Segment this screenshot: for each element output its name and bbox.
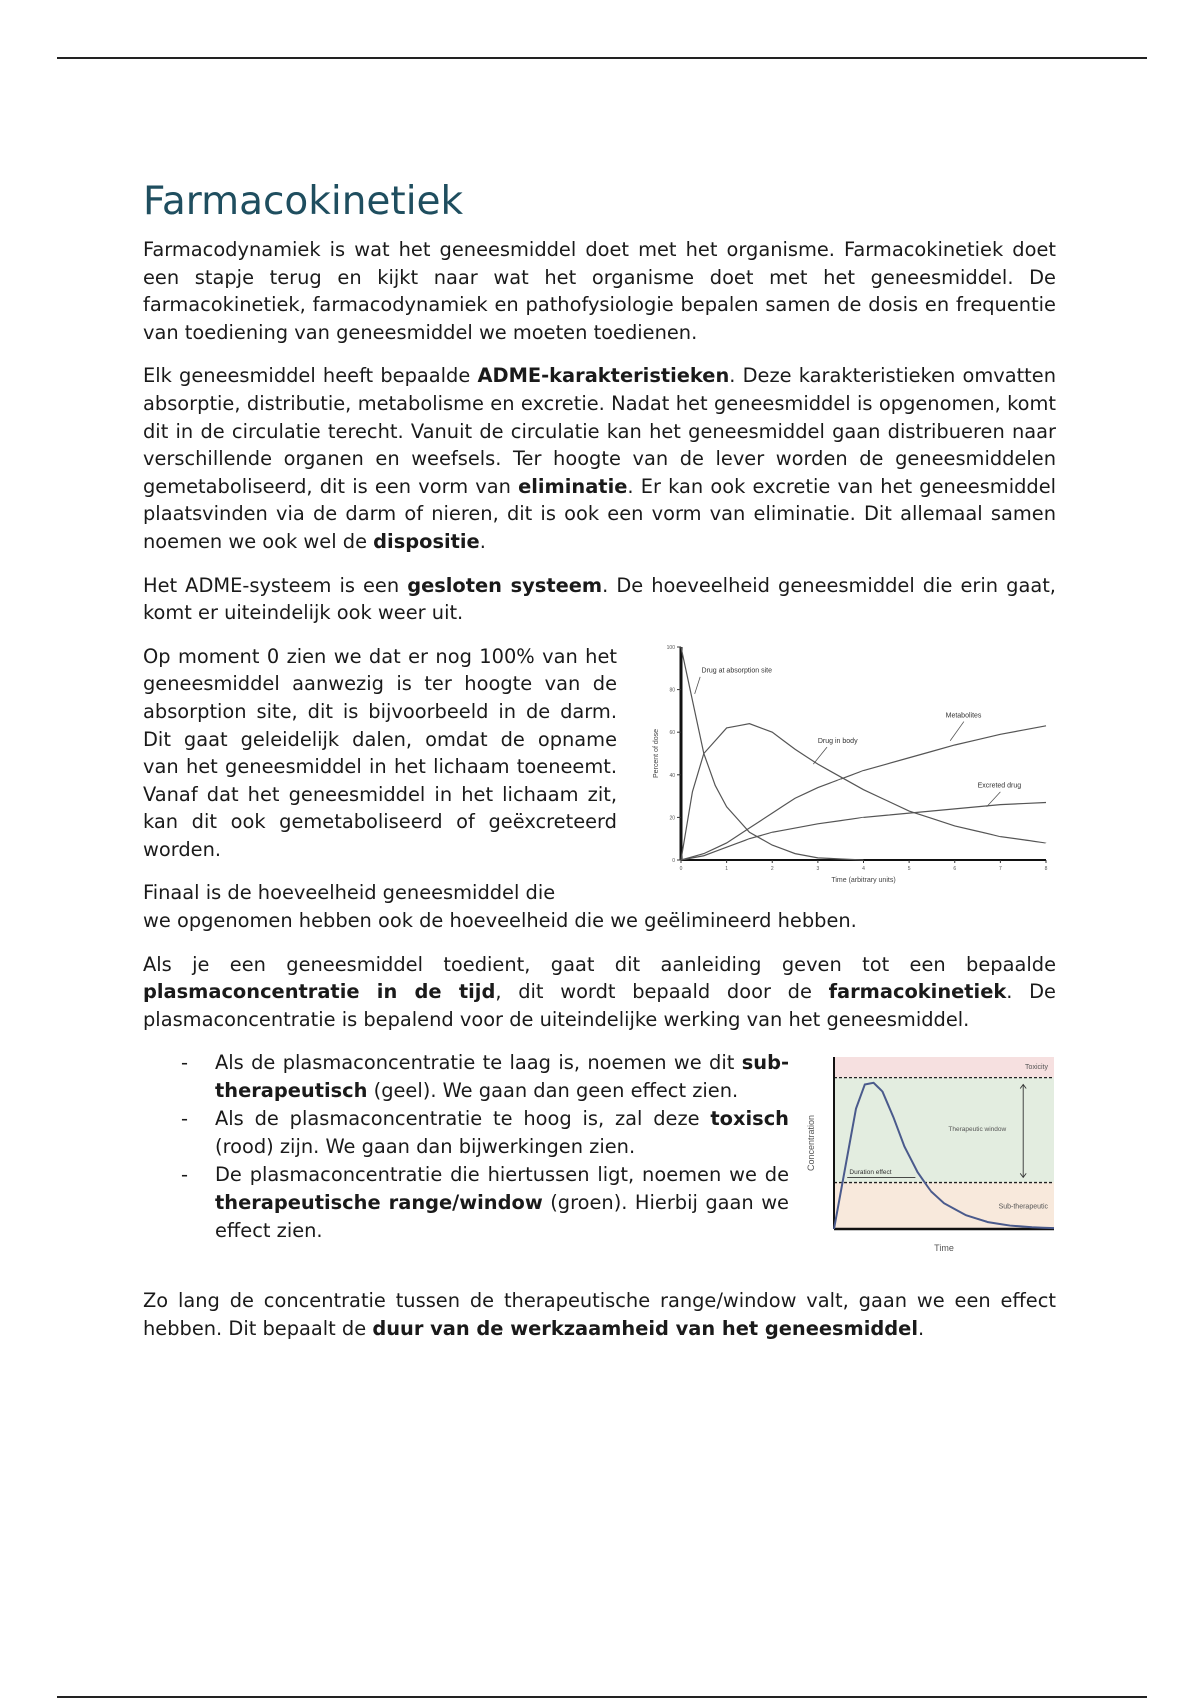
annotation-leader xyxy=(695,677,700,694)
band-label: Therapeutic window xyxy=(948,1126,1007,1134)
bullet-list xyxy=(143,1049,789,1271)
text-run: Als de plasmaconcentratie te laag is, noemen we dit xyxy=(215,1051,742,1075)
list-item xyxy=(143,1161,789,1245)
band-label: Toxicity xyxy=(1025,1064,1048,1072)
series-line xyxy=(681,726,1046,860)
x-tick-label: 4 xyxy=(862,865,865,872)
paragraph: Op moment 0 zien we dat er nog 100% van het geneesmiddel aanwezig is ter hoogte van de absorption site, dit is bijvoorbeeld in de darm. Dit gaat geleidelijk dalen, omdat de opname van het geneesmiddel in het lichaam toeneemt. Vanaf dat het geneesmiddel in het lichaam zit, kan dit ook gemetaboliseerd of geëxcreteerd worden. xyxy=(143,644,617,861)
text-run: . De hoeveelheid geneesmiddel die erin gaat, komt er uiteindelijk ook weer uit. xyxy=(143,573,1056,625)
band-label: Sub-therapeutic xyxy=(998,1203,1048,1211)
text-run: (rood) zijn. We gaan dan bijwerkingen zien. xyxy=(215,1135,636,1159)
x-tick-label: 5 xyxy=(907,865,911,872)
bold-term: farmacokinetiek xyxy=(828,980,1007,1004)
header-rule xyxy=(57,57,1147,59)
text-run: . xyxy=(917,1317,925,1341)
x-axis-label: Time xyxy=(934,1243,954,1254)
annotation-label: Drug in body xyxy=(817,737,858,745)
bold-term: duur van de werkzaamheid van het geneesmiddel xyxy=(372,1317,918,1341)
bold-term: sub-therapeutisch xyxy=(215,1051,789,1103)
y-tick-label: 40 xyxy=(669,772,675,779)
text-run: . xyxy=(479,529,486,553)
list-item-text xyxy=(215,1107,789,1158)
x-tick-label: 3 xyxy=(816,865,820,872)
y-tick-label: 20 xyxy=(669,815,675,822)
text-run: Als je een geneesmiddel toedient, gaat dit aanleiding geven tot een bepaalde xyxy=(143,952,1056,976)
series-line xyxy=(681,647,864,860)
text-run: (groen). Hierbij gaan we effect zien. xyxy=(215,1191,789,1243)
bold-term: dispositie xyxy=(373,529,480,553)
annotation-leader xyxy=(813,747,827,764)
x-tick-label: 6 xyxy=(953,865,957,872)
document-page xyxy=(143,178,1056,1359)
annotation-label: Metabolites xyxy=(945,712,982,720)
bold-term: eliminatie xyxy=(518,474,628,498)
paragraph: we opgenomen hebben ook de hoeveelheid die we geëlimineerd hebben. xyxy=(143,909,857,933)
annotation-label: Excreted drug xyxy=(977,782,1022,790)
paragraph xyxy=(143,951,1056,1034)
x-axis-label: Time (arbitrary units) xyxy=(831,876,896,884)
x-tick-label: 8 xyxy=(1044,865,1048,872)
y-tick-label: 80 xyxy=(669,687,675,694)
list-item-text xyxy=(215,1163,789,1242)
x-tick-label: 0 xyxy=(679,865,683,872)
text-run: . Er kan ook excretie van het geneesmiddel plaatsvinden via de darm of nieren, dit is ook een vorm van eliminatie. Dit allemaal samen noemen we ook wel de xyxy=(143,474,1057,553)
x-tick-label: 2 xyxy=(770,865,774,872)
bold-term: therapeutische range/window xyxy=(215,1191,543,1215)
band-toxicity xyxy=(834,1057,1054,1078)
duration-label: Duration effect xyxy=(849,1169,892,1177)
adme-chart xyxy=(646,635,1056,900)
page-title: Farmacokinetiek xyxy=(143,179,464,224)
bullet-marker: - xyxy=(181,1107,188,1131)
list-with-figure xyxy=(143,1049,1056,1271)
paragraph xyxy=(143,1287,1056,1342)
series-line xyxy=(681,802,1046,860)
bold-term: plasmaconcentratie in de tijd xyxy=(143,980,496,1004)
paragraph xyxy=(143,362,1056,555)
paragraph xyxy=(143,236,1056,346)
bold-term: toxisch xyxy=(710,1107,789,1131)
text-run: De plasmaconcentratie die hiertussen ligt, noemen we de xyxy=(215,1163,789,1187)
therapeutic-window-chart xyxy=(796,1051,1056,1271)
y-tick-label: 0 xyxy=(672,857,675,864)
list-item xyxy=(143,1049,789,1105)
x-tick-label: 7 xyxy=(998,865,1002,872)
text-run: (geel). We gaan dan geen effect zien. xyxy=(367,1079,739,1103)
bold-term: gesloten systeem xyxy=(407,573,603,597)
text-with-figure xyxy=(143,643,1056,907)
series-line xyxy=(681,723,1046,859)
text-run: Farmacodynamiek is wat het geneesmiddel doet met het organisme. Farmacokinetiek doet een stapje terug en kijkt naar wat het organisme doet met het geneesmiddel. De farmacokinetiek, farmacodynamiek en pathofysiologie bepalen samen de dosis en frequentie van toediening van geneesmiddel we moeten toedienen. xyxy=(143,238,1056,344)
paragraph xyxy=(143,572,1056,627)
band-therapeutic-window xyxy=(834,1078,1054,1183)
text-run: . Deze karakteristieken omvatten absorptie, distributie, metabolisme en excretie. Nadat het geneesmiddel is opgenomen, komt dit in de circulatie terecht. Vanuit de circulatie kan het geneesmiddel gaan distribueren naar verschillende organen en weefsels. Ter hoogte van de lever worden de geneesmiddelen gemetaboliseerd, dit is een vorm van xyxy=(143,364,1056,498)
x-tick-label: 1 xyxy=(725,865,729,872)
text-run: Elk geneesmiddel heeft bepaalde xyxy=(143,364,478,388)
text-run: . De plasmaconcentratie is bepalend voor de uiteindelijke werking van het geneesmiddel. xyxy=(143,980,1056,1031)
bullet-marker: - xyxy=(181,1051,188,1075)
bullet-marker: - xyxy=(181,1163,188,1187)
bold-term: ADME-karakteristieken xyxy=(477,364,730,388)
y-axis-label: Percent of dose xyxy=(653,728,660,778)
annotation-label: Drug at absorption site xyxy=(701,667,772,675)
annotation-leader xyxy=(950,721,964,740)
text-run: Het ADME-systeem is een xyxy=(143,573,408,597)
list-item-text xyxy=(215,1051,789,1102)
y-tick-label: 60 xyxy=(669,729,675,736)
paragraph: Finaal is de hoeveelheid geneesmiddel die xyxy=(143,881,556,905)
y-tick-label: 100 xyxy=(666,644,675,651)
text-run: , dit wordt bepaald door de xyxy=(495,980,829,1004)
text-run: Zo lang de concentratie tussen de therapeutische range/window valt, gaan we een effect hebben. Dit bepaalt de xyxy=(143,1289,1056,1341)
text-run: Als de plasmaconcentratie te hoog is, zal deze xyxy=(215,1107,711,1131)
footer-rule xyxy=(57,1696,1147,1698)
y-axis-label: Concentration xyxy=(806,1115,816,1172)
list-item xyxy=(143,1105,789,1161)
